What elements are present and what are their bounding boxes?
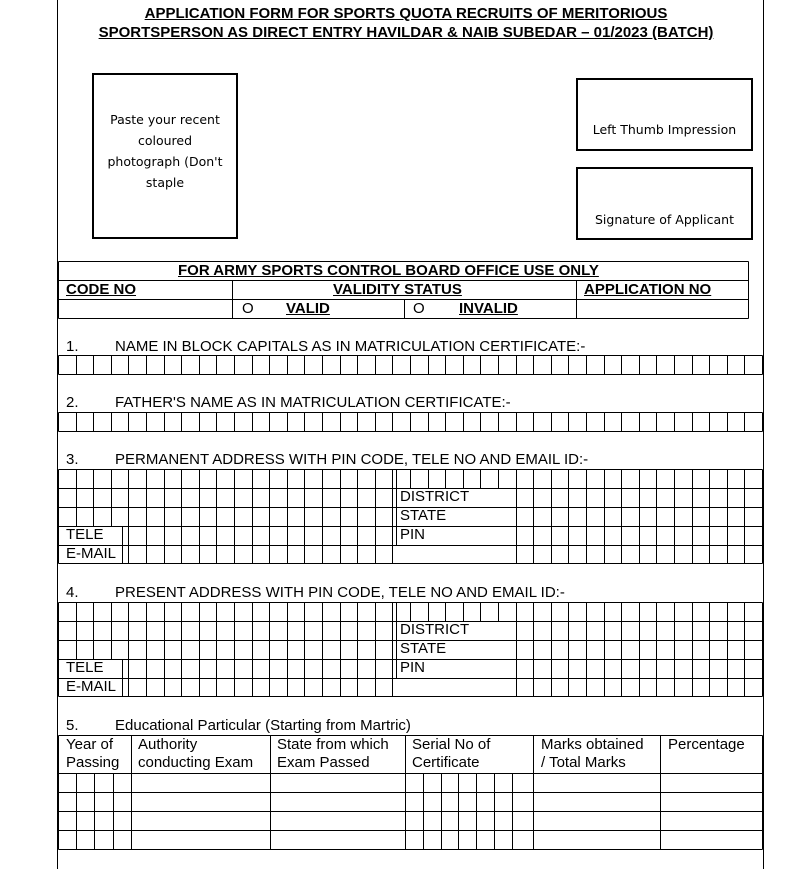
perm-pin-label: PIN (400, 526, 426, 543)
edu-header-state-2: Exam Passed (277, 754, 370, 771)
section-2-number: 2. (66, 394, 79, 411)
perm-tele-label: TELE (66, 526, 104, 543)
invalid-label: INVALID (459, 300, 518, 317)
edu-header-authority-1: Authority (138, 736, 198, 753)
office-use-heading: FOR ARMY SPORTS CONTROL BOARD OFFICE USE ONLY (178, 262, 599, 279)
valid-radio[interactable]: O (242, 300, 254, 317)
name-input-boxes[interactable] (58, 355, 763, 374)
edu-header-year-2: Passing (66, 754, 120, 771)
section-5-number: 5. (66, 717, 79, 734)
section-5-label: Educational Particular (Starting from Martric) (115, 717, 411, 734)
edu-header-serial-1: Serial No of (412, 736, 491, 753)
pres-tele-label: TELE (66, 659, 104, 676)
perm-email-label: E-MAIL (66, 545, 117, 562)
invalid-radio[interactable]: O (413, 300, 425, 317)
edu-header-percentage: Percentage (668, 736, 745, 753)
section-3-label: PERMANENT ADDRESS WITH PIN CODE, TELE NO AND EMAIL ID:- (115, 451, 589, 468)
edu-header-state-1: State from which (277, 736, 389, 753)
code-no-label: CODE NO (66, 281, 137, 298)
section-4-number: 4. (66, 584, 79, 601)
thumb-impression-label: Left Thumb Impression (592, 122, 737, 137)
section-1-number: 1. (66, 338, 79, 355)
father-name-input-boxes[interactable] (58, 412, 763, 431)
photo-instruction: Paste your recent coloured photograph (Don't staple (107, 112, 223, 190)
perm-state-label: STATE (400, 507, 447, 524)
application-no-label: APPLICATION NO (584, 281, 712, 298)
edu-header-serial-2: Certificate (412, 754, 480, 771)
pres-state-label: STATE (400, 640, 447, 657)
edu-header-year-1: Year of (66, 736, 113, 753)
form-title-line-2: SPORTSPERSON AS DIRECT ENTRY HAVILDAR & NAIB SUBEDAR – 01/2023 (BATCH) (98, 24, 714, 41)
form-title-line-1: APPLICATION FORM FOR SPORTS QUOTA RECRUITS OF MERITORIOUS (144, 5, 668, 22)
edu-header-marks-2: / Total Marks (541, 754, 626, 771)
section-2-label: FATHER'S NAME AS IN MATRICULATION CERTIFICATE:- (115, 394, 511, 411)
perm-district-label: DISTRICT (400, 488, 470, 505)
section-4-label: PRESENT ADDRESS WITH PIN CODE, TELE NO AND EMAIL ID:- (115, 584, 565, 601)
valid-label: VALID (286, 300, 330, 317)
section-3-number: 3. (66, 451, 79, 468)
signature-label: Signature of Applicant (594, 212, 735, 227)
edu-header-authority-2: conducting Exam (138, 754, 254, 771)
validity-status-label: VALIDITY STATUS (333, 281, 462, 298)
pres-email-label: E-MAIL (66, 678, 117, 695)
pres-district-label: DISTRICT (400, 621, 470, 638)
pres-pin-label: PIN (400, 659, 426, 676)
edu-header-marks-1: Marks obtained (541, 736, 644, 753)
education-entry-rows[interactable] (58, 773, 763, 851)
section-1-label: NAME IN BLOCK CAPITALS AS IN MATRICULATION CERTIFICATE:- (115, 338, 586, 355)
